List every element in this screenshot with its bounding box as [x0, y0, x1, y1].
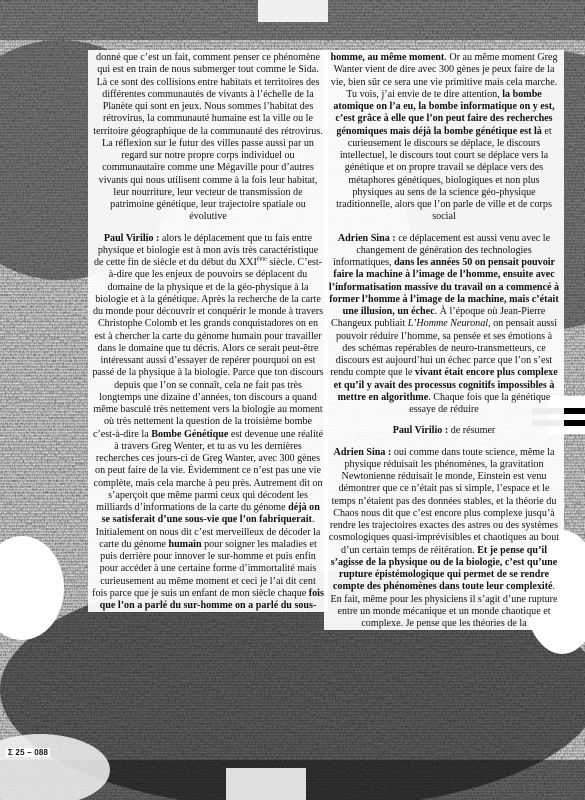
paragraph	[328, 52, 560, 224]
emphasis-text: la bombe atomique on l’a eu, la bombe informatique on y est, c’est grâce à elle que l’on peut faire des recherches génomiques mais déjà la bombe génétique est là	[333, 88, 555, 137]
article-column-left	[88, 50, 328, 612]
body-text: et curieusement le discours se déplace, le discours intellectuel, le discours tout court se déplace vers la génétique et on propre travail se déplace vers des métaphores génétiques, biologiques et non plus physiques au sens de la science géo-physique traditionnelle, alors que l’on parle de ville et de corps social	[336, 125, 552, 223]
body-text: . Initialement on nous dit c’est merveilleux de décoder la carte du génome	[95, 514, 321, 550]
body-text: . À l’époque où Jean-Pierre Changeux publiait	[330, 306, 546, 330]
speaker-name: Paul Virilio :	[392, 425, 449, 437]
emphasis-text: humain	[168, 538, 202, 550]
body-text: . En fait, même pour les physiciens il s’agit d’une rupture entre un monde mécanique et un monde chaotique et complexe. Je pense que les théories de la	[330, 581, 558, 629]
emphasis-text: vivant était encore plus complexe et qu’il y avait des processus cognitifs impossibles à mettre en algorithme	[333, 367, 558, 403]
body-text: siècle. C’est-à-dire que les enjeux de pouvoirs se déplacent du domaine de la physique et de la géo-physique à la biologie et à la génétique. Après la recherche de la carte du monde pour découvrir et conquérir le monde à travers Christophe Colomb et les grands conquistadores on en est à chercher la carte du génome humain pour travailler dans le domaine que tu décris. Alors ce serait peut-être intéressant aussi d’essayer de repérer pourquoi on est passé de la physique à la biologie. Parce que ton discours depuis que l’on se connaît, cela ne fait pas très longtemps une dizaine d’années, ton discours a quand même basculé très nettement vers la biologie au moment où très nettement la question de la troisième bombe c’est-à-dire la	[92, 257, 324, 440]
body-text: . Or au même moment Greg Wanter vient de dire avec 300 gènes je peux faire de la vie, bien sûr ce sera une vie primitive mais cela marche. Tu vois, j’ai envie de te dire attention,	[330, 52, 558, 100]
body-text: ce déplacement est aussi venu avec le changement de génération des technologies informatiques,	[332, 232, 551, 268]
body-text: . Chaque fois que la génétique essaye de réduire	[409, 391, 551, 415]
paragraph	[328, 447, 560, 631]
emphasis-text: fois que l’on a parlé du sur-homme on a parlé du sous-	[99, 587, 324, 611]
speaker-name: Adrien Sina :	[337, 232, 396, 244]
body-text: donné que c’est un fait, comment penser ce phénomène qui est en train de nous submerger tout comme le Sida. Là ce sont des collisions entre habitats et territoires des différentes communautés de vivants à l’échelle de la Planète qui sont en jeux. Nous sommes l’habitat des rétrovirus, la communauté humaine est la ville ou le territoire géographique de la communauté des rétrovirus. La réflexion sur le futur des villes passe aussi par un regard sur notre propre corps individuel ou communautaire comme une Mégaville pour d’autres vivants qui nous utilisent comme à la fois leur habitat, leur nourriture, leur vecteur de transmission de patrimoine génétique, leur trajectoire spatiale ou évolutive	[93, 52, 323, 223]
emphasis-text: Bombe Génétique	[151, 428, 229, 440]
speaker-name: Paul Virilio :	[103, 232, 160, 244]
body-text: alors le déplacement que tu fais entre physique et biologie est à mon avis très caractéristique de cette fin de siècle et du début du XXI	[93, 232, 319, 268]
body-text: , on pensait aussi pouvoir réduire l’homme, sa pensée et ses émotions à des schémas repérables de neuro-transmetteurs, ce discours est aujourd’hui un échec parce que l’on s’est rendu compte que le	[330, 318, 558, 379]
body-text: de résumer	[448, 425, 496, 437]
emphasis-text: homme, au même moment	[330, 52, 445, 63]
paragraph	[328, 233, 560, 417]
article-column-right	[324, 50, 564, 630]
paragraph	[92, 52, 324, 224]
paragraph	[92, 233, 324, 613]
speaker-name: Adrien Sina :	[333, 446, 392, 458]
emphasis-text: Et je pense qu’il s’agisse de la physique ou de la biologie, c’est qu’une rupture épistémologique qui permet de se rendre compte des phénomènes dans toute leur complexité	[330, 544, 558, 593]
body-text: ème	[256, 256, 267, 263]
paragraph	[328, 425, 560, 437]
emphasis-text: dans les années 50 on pensait pouvoir faire la machine à l’image de l’homme, ensuite avec l’informatisation massive du travail on a commencé à former l’homme à l’image de la machine, mais c’était une illusion, un échec	[328, 257, 560, 317]
body-text: est devenue une réalité à travers Greg Wenter, et tu as vu les dernières recherches ces jours-ci de Greg Wanter, avec 300 gènes on peut faire de la vie. Évidemment ce n’est pas une vie complète, mais cela marche à peu près. Autrement dit on s’aperçoit que même parmi ceux qui décodent les milliards d’informations de la carte du génome	[93, 428, 324, 513]
title-italic: L’Homme Neuronal	[407, 318, 489, 330]
page-folio: Σ 25 – 088	[8, 748, 49, 757]
body-text: oui comme dans toute science, même la physique réduisait les phénomènes, la gravitation Newtonienne réduisait le monde, Einstein est venu démontrer que ce n’était pas si simple, l’espace et le temps n’étaient pas des données stables, et la théorie du Chaos nous dit que c’est encore plus complexe jusqu’à rendre les trajectoires exactes des astres ou des systèmes cosmologiques quasi-imprévisibles et chaotiques au bout d’un certain temps de réitération.	[328, 446, 560, 556]
emphasis-text: déjà on se satisferait d’une sous-vie que l’on fabriquerait	[101, 502, 320, 526]
body-text: pour soigner les maladies et puis derrière pour innover le sur-homme et puis enfin pour accéder à une certaine forme d’immortalité mais curieusement au même moment et ceci je l’ai dit cent fois parce que je suis un enfant de mon siècle chaque	[92, 538, 317, 599]
